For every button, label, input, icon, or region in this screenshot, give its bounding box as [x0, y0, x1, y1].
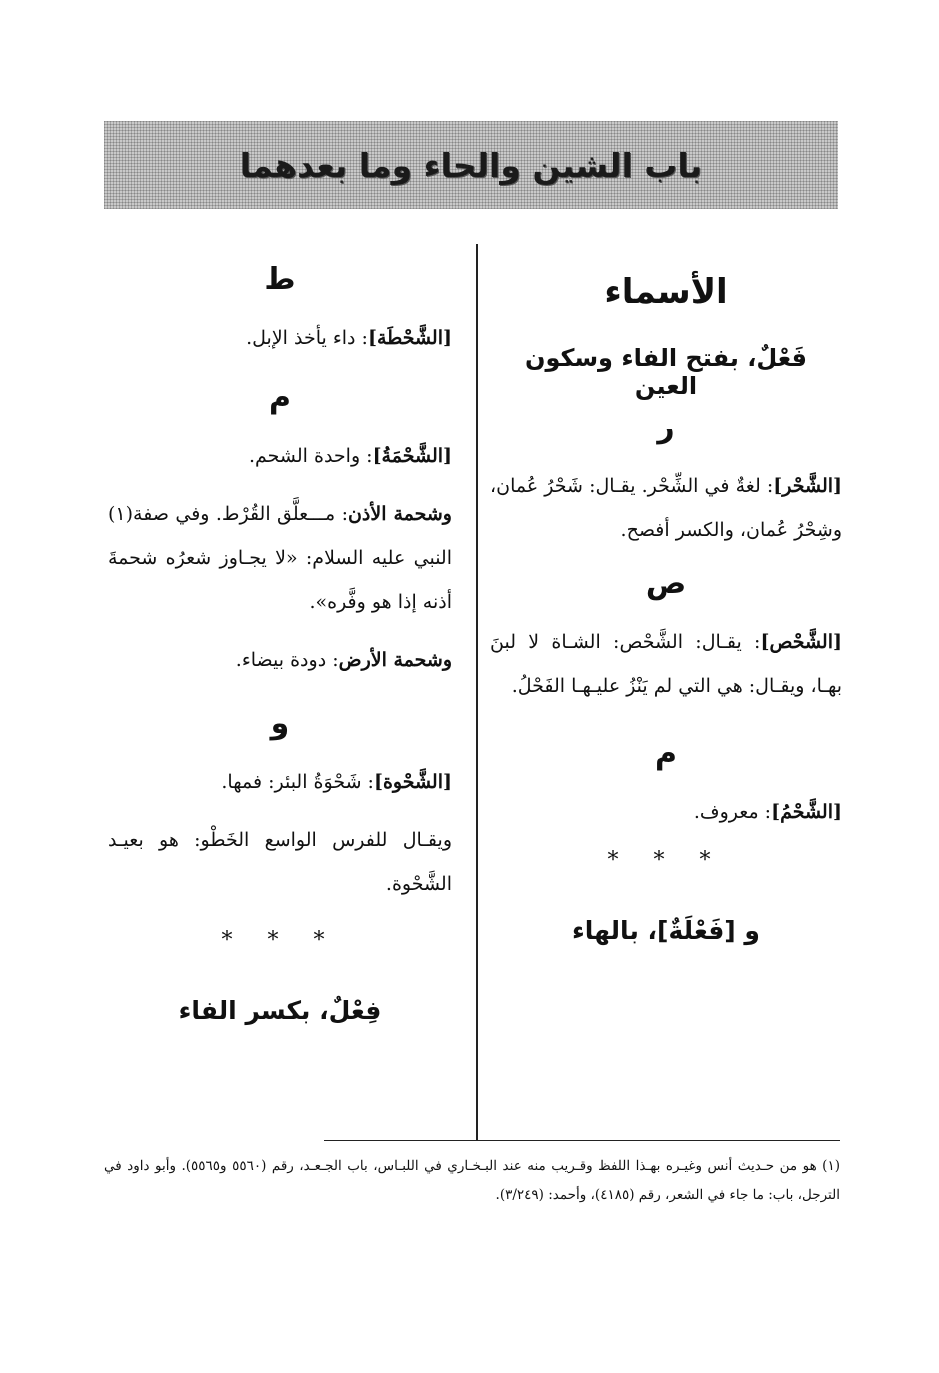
entry-text: : واحدة الشحم.	[248, 445, 373, 467]
dictionary-entry	[490, 790, 842, 834]
letter-heading: و	[270, 706, 290, 741]
chapter-header-band	[104, 121, 838, 209]
dictionary-entry	[108, 316, 452, 360]
entry-text: : معروف.	[693, 801, 772, 823]
entry-term: [الشَّحْر]	[773, 475, 842, 497]
entry-text: : شَحْوَةُ البئر: فمها.	[221, 771, 374, 793]
dictionary-entry	[490, 464, 842, 552]
letter-heading: ص	[645, 566, 687, 601]
entry-term: [الشَّحْص]	[760, 631, 842, 653]
entry-term: [الشَّحْمُ]	[771, 801, 842, 823]
footnote: (١) هو من حـديث أنس وغيـره بهـذا اللفظ وقـريب منه عند البـخـاري في اللبـاس، باب الجـعـد، رقم (٥٥٦٠ و٥٥٦٥). وأبو داود في الترجل، باب: ما جاء في الشعر، رقم (٤١٨٥)، وأحمد: (٣/٢٤٩).	[104, 1158, 840, 1203]
chapter-title: باب الشين والحاء وما بعدهما	[239, 145, 703, 185]
letter-heading: ر	[657, 410, 675, 445]
entry-text: : لغةٌ في الشِّحْر. يقـال: شَحْرُ عُمان، وشِحْرُ عُمان، والكسر أفصح.	[490, 475, 842, 541]
footnote-rule	[324, 1140, 840, 1141]
column-divider	[476, 244, 478, 1140]
pattern-subheading: فَعْلٌ، بفتح الفاء وسكون العين	[524, 344, 808, 400]
left-column	[108, 250, 452, 1046]
pattern-subheading: و [فَعْلَةٌ]، بالهاء	[572, 916, 760, 945]
letter-heading: م	[269, 380, 291, 415]
entry-term: وشحمة الأذن	[347, 503, 452, 525]
section-heading: الأسماء	[604, 272, 728, 312]
section-separator: * * *	[607, 848, 725, 873]
entry-text: : مـــعلَّق القُرْط. وفي صفة(١) النبي عليه السلام: «لا يجـاوز شعرُه شحمةَ أذنه إذا هو وفَّره».	[108, 503, 452, 613]
entry-text: ويقـال للفرس الواسع الخَطْو: هو بعيـد الشَّحْوة.	[108, 829, 452, 895]
letter-heading: م	[655, 736, 677, 771]
entry-text: : يقـال: الشَّحْص: الشـاة لا لبنَ بهـا، ويقـال: هي التي لم يَنْزُ عليـهـا الفَحْلُ.	[490, 631, 842, 697]
letter-heading: ط	[264, 262, 296, 297]
entry-term: وشحمة الأرض	[338, 649, 452, 671]
dictionary-entry	[108, 818, 452, 906]
right-column	[490, 250, 842, 966]
entry-text: : دودة بيضاء.	[235, 649, 339, 671]
pattern-subheading: فِعْلٌ، بكسر الفاء	[178, 996, 382, 1025]
dictionary-entry	[108, 638, 452, 682]
dictionary-entry	[108, 434, 452, 478]
dictionary-entry	[108, 760, 452, 804]
dictionary-entry	[108, 492, 452, 624]
entry-term: [الشَّحْوة]	[373, 771, 452, 793]
section-separator: * * *	[221, 928, 339, 953]
entry-term: [الشَّحْطَة]	[367, 327, 452, 349]
dictionary-entry	[490, 620, 842, 708]
entry-text: : داء يأخذ الإبل.	[246, 327, 368, 349]
entry-term: [الشَّحْمَةُ]	[372, 445, 452, 467]
